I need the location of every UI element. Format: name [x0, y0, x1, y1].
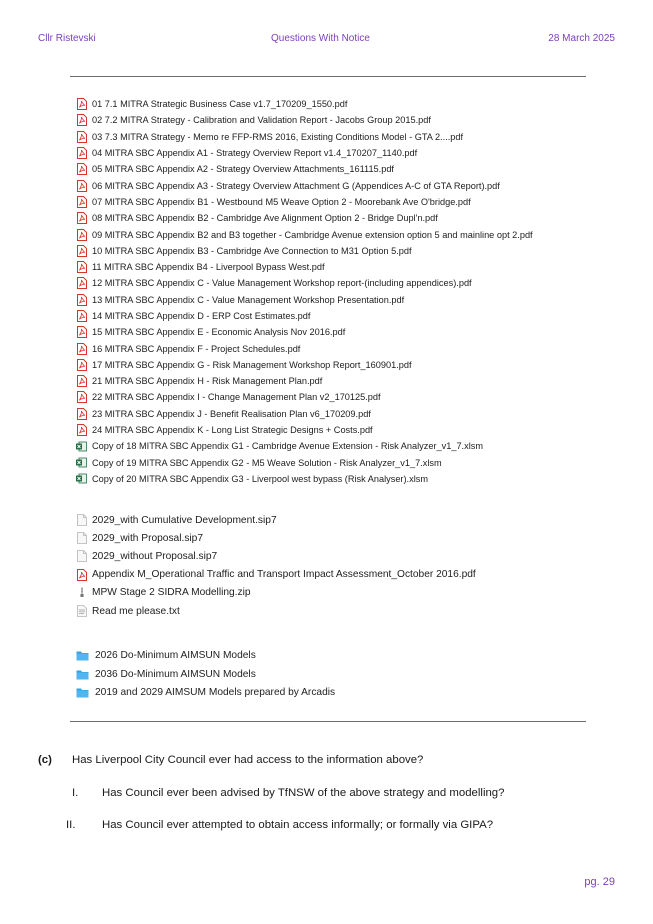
- file-list-item: [76, 389, 606, 405]
- sub-question-text: Has Council ever been advised by TfNSW of the above strategy and modelling?: [102, 787, 505, 799]
- pdf-icon: [76, 229, 87, 241]
- file-list-item: [76, 357, 606, 373]
- pdf-icon: [76, 196, 87, 208]
- file-name: 03 7.3 MITRA Strategy - Memo re FFP-RMS 2016, Existing Conditions Model - GTA 2....pdf: [92, 131, 464, 142]
- file-list-item: [76, 340, 606, 356]
- file-list-strategy: [76, 96, 606, 487]
- file-name: 2029_without Proposal.sip7: [92, 550, 218, 562]
- file-name: 23 MITRA SBC Appendix J - Benefit Realisation Plan v6_170209.pdf: [92, 408, 371, 419]
- excel-icon: [76, 473, 87, 485]
- pdf-icon: [76, 359, 87, 371]
- file-name: Copy of 20 MITRA SBC Appendix G3 - Liverpool west bypass (Risk Analyser).xlsm: [92, 473, 428, 484]
- file-name: 04 MITRA SBC Appendix A1 - Strategy Overview Report v1.4_170207_1140.pdf: [92, 148, 418, 159]
- file-list-item: [76, 177, 606, 193]
- header-author: Cllr Ristevski: [38, 33, 96, 44]
- file-list-item: [76, 455, 606, 471]
- page-number: pg. 29: [584, 876, 615, 888]
- file-name: 11 MITRA SBC Appendix B4 - Liverpool Bypass West.pdf: [92, 262, 325, 273]
- pdf-icon: [76, 326, 87, 338]
- file-name: 09 MITRA SBC Appendix B2 and B3 together - Cambridge Avenue extension option 5 and mainline opt 2.pdf: [92, 229, 533, 240]
- file-name: 2019 and 2029 AIMSUM Models prepared by Arcadis: [95, 687, 336, 699]
- document-icon: [76, 532, 87, 544]
- pdf-icon: [76, 114, 87, 126]
- pdf-icon: [76, 408, 87, 420]
- folder-icon: [76, 668, 89, 680]
- text-file-icon: [76, 605, 87, 617]
- document-icon: [76, 514, 87, 526]
- file-name: 21 MITRA SBC Appendix H - Risk Management Plan.pdf: [92, 376, 323, 387]
- file-list-item: [76, 112, 606, 128]
- file-list-item: [76, 226, 606, 242]
- file-list-modelling: [76, 511, 606, 620]
- pdf-icon: [76, 163, 87, 175]
- sub-question-number: I.: [72, 787, 79, 799]
- pdf-icon: [76, 261, 87, 273]
- pdf-icon: [76, 98, 87, 110]
- file-name: 14 MITRA SBC Appendix D - ERP Cost Estimates.pdf: [92, 311, 311, 321]
- file-name: Copy of 19 MITRA SBC Appendix G2 - M5 Weave Solution - Risk Analyzer_v1_7.xlsm: [92, 457, 442, 468]
- file-list-item: [76, 308, 606, 324]
- file-list-item: [76, 96, 606, 112]
- file-list-item: [76, 422, 606, 438]
- excel-icon: [76, 440, 87, 452]
- folder-list: [76, 646, 606, 702]
- file-list-item: [76, 259, 606, 275]
- pdf-icon: [76, 180, 87, 192]
- pdf-icon: [76, 131, 87, 143]
- file-list-item: [76, 406, 606, 422]
- file-list-item: [76, 292, 606, 308]
- folder-icon: [76, 687, 89, 699]
- file-list-item: [76, 547, 606, 565]
- zip-icon: [76, 587, 87, 599]
- file-list-item: [76, 471, 606, 487]
- header-title: Questions With Notice: [271, 33, 370, 44]
- pdf-icon: [76, 245, 87, 257]
- file-name: 05 MITRA SBC Appendix A2 - Strategy Overview Attachments_161115.pdf: [92, 164, 394, 175]
- pdf-icon: [76, 147, 87, 159]
- pdf-icon: [76, 375, 87, 387]
- file-list-item: [76, 243, 606, 259]
- file-list-item: [76, 210, 606, 226]
- pdf-icon: [76, 212, 87, 224]
- pdf-icon: [76, 569, 87, 581]
- file-list-item: [76, 275, 606, 291]
- file-list-item: [76, 145, 606, 161]
- file-list-item: [76, 566, 606, 584]
- header-date: 28 March 2025: [548, 33, 615, 44]
- file-name: Read me please.txt: [92, 605, 180, 617]
- sub-question-number: II.: [66, 819, 76, 831]
- file-name: 2026 Do-Minimum AIMSUN Models: [95, 649, 256, 661]
- file-list-item: [76, 584, 606, 602]
- file-list-item: [76, 129, 606, 145]
- file-name: 24 MITRA SBC Appendix K - Long List Strategic Designs + Costs.pdf: [92, 425, 373, 436]
- file-name: 2036 Do-Minimum AIMSUN Models: [95, 668, 256, 680]
- pdf-icon: [76, 277, 87, 289]
- pdf-icon: [76, 294, 87, 306]
- folder-icon: [76, 649, 89, 661]
- file-name: 2029_with Proposal.sip7: [92, 532, 204, 544]
- file-list-item: [76, 373, 606, 389]
- file-name: 13 MITRA SBC Appendix C - Value Management Workshop Presentation.pdf: [92, 294, 405, 305]
- document-icon: [76, 550, 87, 562]
- file-name: 15 MITRA SBC Appendix E - Economic Analysis Nov 2016.pdf: [92, 327, 346, 338]
- file-name: 17 MITRA SBC Appendix G - Risk Management Workshop Report_160901.pdf: [92, 359, 412, 370]
- file-name: 2029_with Cumulative Development.sip7: [92, 514, 277, 526]
- file-name: Copy of 18 MITRA SBC Appendix G1 - Cambridge Avenue Extension - Risk Analyzer_v1_7.xlsm: [92, 441, 483, 452]
- question-text: Has Liverpool City Council ever had access to the information above?: [72, 754, 424, 766]
- file-name: 16 MITRA SBC Appendix F - Project Schedules.pdf: [92, 343, 301, 354]
- page-header: [38, 33, 615, 47]
- top-divider: [70, 76, 586, 77]
- file-list-item: [76, 684, 606, 703]
- file-name: 07 MITRA SBC Appendix B1 - Westbound M5 Weave Option 2 - Moorebank Ave O'bridge.pdf: [92, 196, 471, 207]
- question-label: (c): [38, 754, 52, 766]
- file-list-item: [76, 511, 606, 529]
- file-name: Appendix M_Operational Traffic and Transport Impact Assessment_October 2016.pdf: [92, 569, 476, 581]
- sub-question-text: Has Council ever attempted to obtain access informally; or formally via GIPA?: [102, 819, 494, 831]
- file-name: 08 MITRA SBC Appendix B2 - Cambridge Ave Alignment Option 2 - Bridge Dupl'n.pdf: [92, 213, 438, 224]
- file-list-item: [76, 602, 606, 620]
- pdf-icon: [76, 343, 87, 355]
- file-list-item: [76, 529, 606, 547]
- file-list-item: [76, 161, 606, 177]
- file-list-item: [76, 194, 606, 210]
- file-list-item: [76, 324, 606, 340]
- pdf-icon: [76, 310, 87, 322]
- excel-icon: [76, 457, 87, 469]
- file-list-item: [76, 665, 606, 684]
- file-name: MPW Stage 2 SIDRA Modelling.zip: [92, 587, 251, 599]
- pdf-icon: [76, 391, 87, 403]
- bottom-divider: [70, 721, 586, 722]
- file-list-item: [76, 438, 606, 454]
- file-list-item: [76, 646, 606, 665]
- file-name: 10 MITRA SBC Appendix B3 - Cambridge Ave Connection to M31 Option 5.pdf: [92, 245, 412, 256]
- file-name: 12 MITRA SBC Appendix C - Value Management Workshop report-(including appendices).pdf: [92, 278, 472, 289]
- file-name: 01 7.1 MITRA Strategic Business Case v1.7_170209_1550.pdf: [92, 99, 348, 110]
- file-name: 02 7.2 MITRA Strategy - Calibration and Validation Report - Jacobs Group 2015.pdf: [92, 115, 431, 126]
- file-name: 22 MITRA SBC Appendix I - Change Management Plan v2_170125.pdf: [92, 392, 381, 403]
- file-name: 06 MITRA SBC Appendix A3 - Strategy Overview Attachment G (Appendices A-C of GTA Report).pdf: [92, 180, 500, 191]
- pdf-icon: [76, 424, 87, 436]
